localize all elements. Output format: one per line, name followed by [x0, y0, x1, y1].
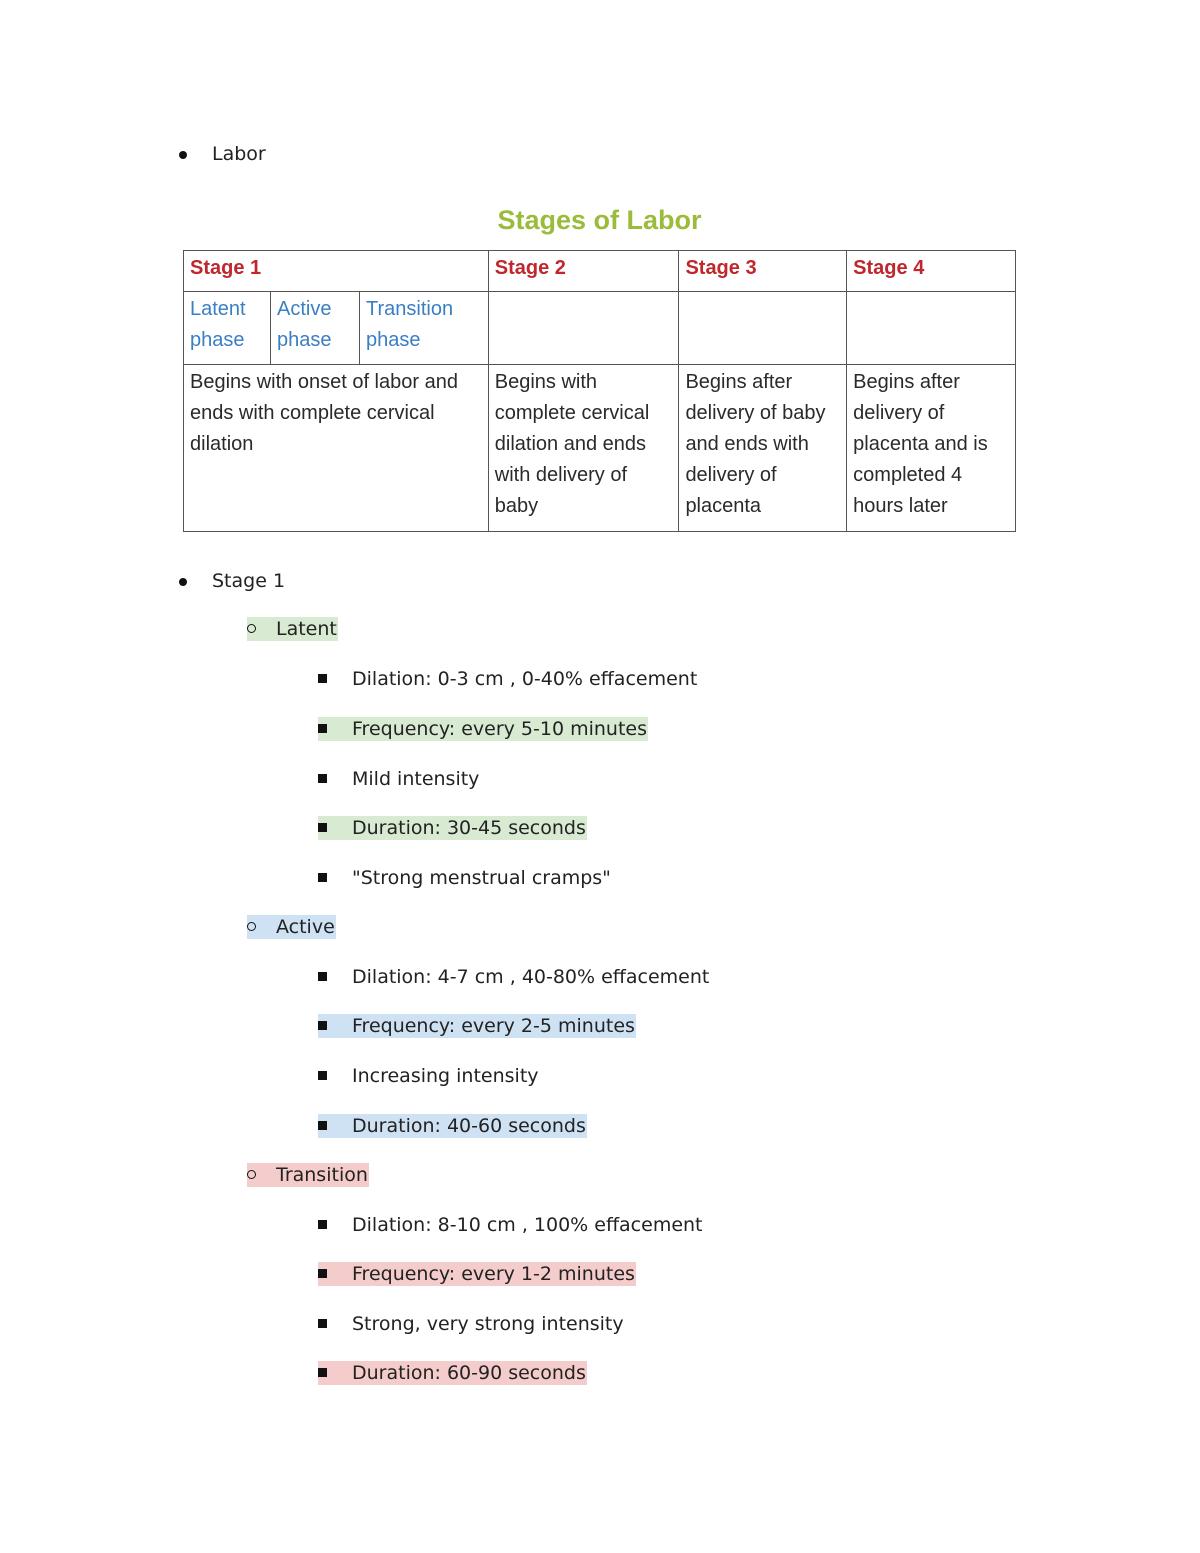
latent-phase-label — [184, 292, 271, 364]
active-frequency-highlight — [318, 1014, 636, 1038]
square-bullet-icon — [318, 1021, 327, 1030]
figure-title: Stages of Labor — [497, 205, 702, 235]
square-bullet-icon — [318, 1368, 327, 1377]
bullet-disc-icon — [179, 151, 187, 159]
latent-phase-line1: Latent — [190, 298, 246, 320]
latent-duration: Duration: 30-45 seconds — [352, 817, 586, 839]
latent-intensity: Mild intensity — [352, 768, 480, 790]
transition-intensity: Strong, very strong intensity — [352, 1313, 624, 1335]
square-bullet-icon — [318, 724, 327, 733]
list-item — [318, 1064, 539, 1088]
transition-phase-line2: phase — [366, 329, 421, 351]
list-item — [318, 667, 697, 691]
phase-subtable — [184, 292, 488, 364]
stage-3-description: Begins after delivery of baby and ends with delivery of placenta — [679, 365, 847, 532]
labor-heading: Labor — [212, 143, 266, 165]
active-frequency: Frequency: every 2-5 minutes — [352, 1015, 635, 1037]
bullet-disc-icon — [179, 578, 187, 586]
square-bullet-icon — [318, 774, 327, 783]
stage-3-header: Stage 3 — [679, 251, 847, 292]
square-bullet-icon — [318, 1319, 327, 1328]
list-item — [318, 965, 709, 989]
transition-frequency: Frequency: every 1-2 minutes — [352, 1263, 635, 1285]
active-section-heading — [247, 915, 336, 939]
list-item — [318, 1014, 636, 1038]
transition-phase-label — [360, 292, 488, 364]
square-bullet-icon — [318, 873, 327, 882]
square-bullet-icon — [318, 1121, 327, 1130]
latent-section-heading — [247, 617, 338, 641]
list-item — [318, 1213, 703, 1237]
list-item — [318, 816, 587, 840]
transition-label: Transition — [276, 1164, 368, 1186]
stage-1-header: Stage 1 — [184, 251, 489, 292]
square-bullet-icon — [318, 972, 327, 981]
square-bullet-icon — [318, 674, 327, 683]
list-item — [318, 767, 479, 791]
active-label: Active — [276, 916, 335, 938]
stage-3-phase-empty — [679, 292, 847, 365]
latent-duration-highlight — [318, 816, 587, 840]
latent-dilation: Dilation: 0-3 cm , 0-40% effacement — [352, 668, 698, 690]
transition-phase-line1: Transition — [366, 298, 454, 320]
circle-bullet-icon — [247, 922, 256, 931]
list-item — [318, 1262, 636, 1286]
square-bullet-icon — [318, 1269, 327, 1278]
latent-note: "Strong menstrual cramps" — [352, 867, 611, 889]
active-phase-line1: Active — [277, 298, 332, 320]
stage-1-phases-cell — [184, 292, 489, 365]
list-item — [318, 1312, 624, 1336]
square-bullet-icon — [318, 1220, 327, 1229]
stage-4-header: Stage 4 — [847, 251, 1016, 292]
stage-1-heading: Stage 1 — [212, 570, 286, 592]
square-bullet-icon — [318, 1071, 327, 1080]
active-duration: Duration: 40-60 seconds — [352, 1115, 586, 1137]
stage-1-description: Begins with onset of labor and ends with complete cervical dilation — [184, 365, 489, 532]
square-bullet-icon — [318, 823, 327, 832]
transition-highlight — [247, 1163, 369, 1187]
list-item — [318, 866, 611, 890]
list-item — [318, 1361, 587, 1385]
transition-dilation: Dilation: 8-10 cm , 100% effacement — [352, 1214, 703, 1236]
active-highlight — [247, 915, 336, 939]
list-item — [318, 717, 648, 741]
stage-4-phase-empty — [847, 292, 1016, 365]
stage-4-description: Begins after delivery of placenta and is completed 4 hours later — [847, 365, 1016, 532]
stage-2-phase-empty — [488, 292, 679, 365]
transition-duration-highlight — [318, 1361, 587, 1385]
active-phase-line2: phase — [277, 329, 332, 351]
latent-phase-line2: phase — [190, 329, 245, 351]
stage-2-description: Begins with complete cervical dilation and ends with delivery of baby — [488, 365, 679, 532]
active-duration-highlight — [318, 1114, 587, 1138]
latent-highlight — [247, 617, 338, 641]
latent-frequency: Frequency: every 5-10 minutes — [352, 718, 648, 740]
active-phase-label — [271, 292, 360, 364]
circle-bullet-icon — [247, 624, 256, 633]
transition-duration: Duration: 60-90 seconds — [352, 1362, 586, 1384]
stages-table — [183, 250, 1016, 532]
stage-2-header: Stage 2 — [488, 251, 679, 292]
transition-frequency-highlight — [318, 1262, 636, 1286]
transition-section-heading — [247, 1163, 369, 1187]
latent-label: Latent — [276, 618, 337, 640]
circle-bullet-icon — [247, 1170, 256, 1179]
latent-frequency-highlight — [318, 717, 648, 741]
active-intensity: Increasing intensity — [352, 1065, 539, 1087]
list-item — [318, 1114, 587, 1138]
active-dilation: Dilation: 4-7 cm , 40-80% effacement — [352, 966, 710, 988]
